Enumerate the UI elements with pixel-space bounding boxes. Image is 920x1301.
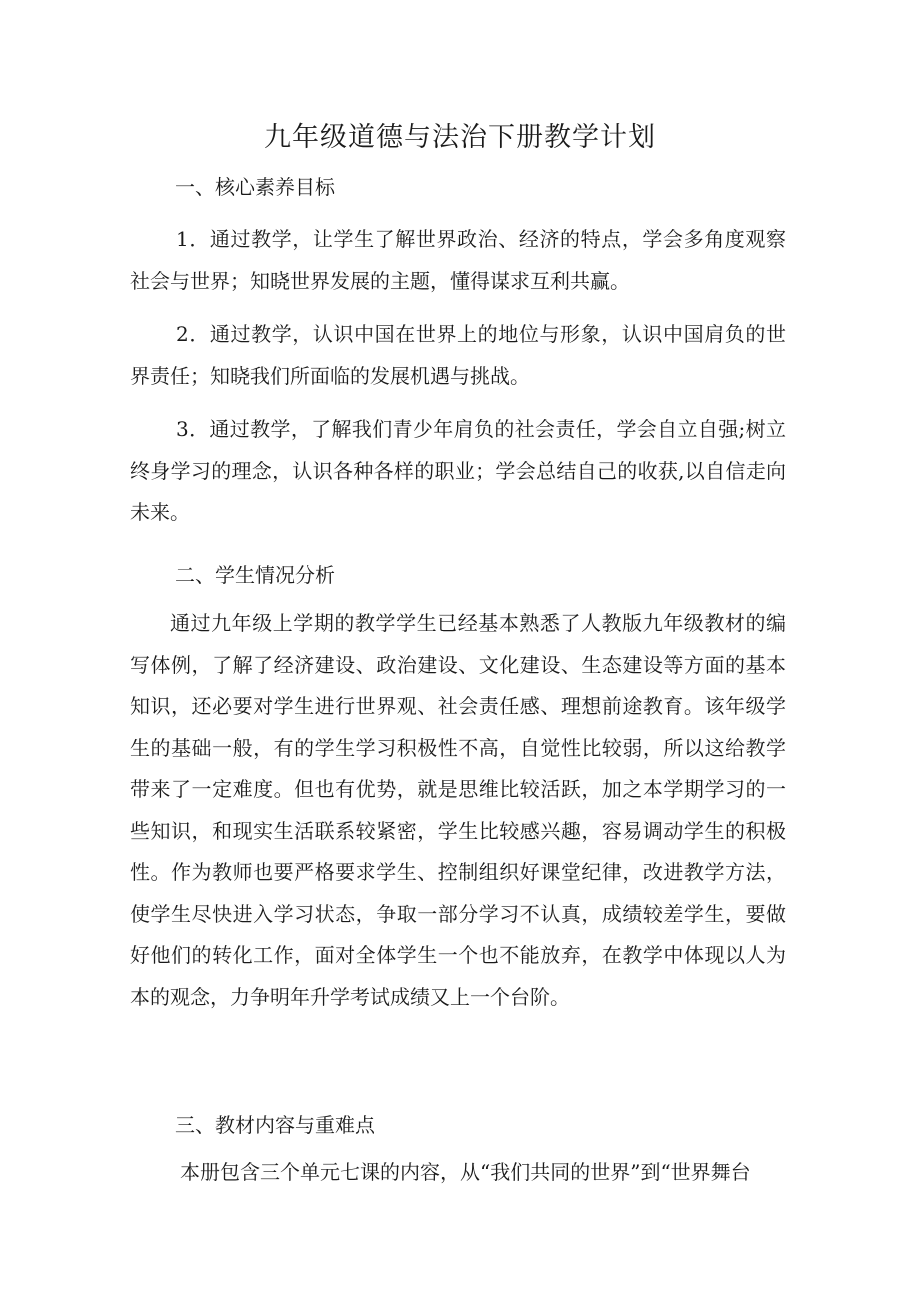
section-heading-student-analysis: 二、学生情况分析: [175, 563, 335, 587]
goal-item-2: 2．通过教学，认识中国在世界上的地位与形象，认识中国肩负的世界责任；知晓我们所面临的发展机遇与挑战。: [130, 322, 786, 388]
document-title: 九年级道德与法治下册教学计划: [264, 122, 656, 153]
section-heading-core-goals: 一、核心素养目标: [175, 175, 335, 199]
section-heading-textbook-content: 三、教材内容与重难点: [175, 1113, 375, 1137]
goal-item-3: 3．通过教学，了解我们青少年肩负的社会责任，学会自立自强;树立终身学习的理念，认识各种各样的职业；学会总结自己的收获,以自信走向未来。: [130, 417, 786, 524]
student-analysis-paragraph: 通过九年级上学期的教学学生已经基本熟悉了人教版九年级教材的编写体例，了解了经济建设、政治建设、文化建设、生态建设等方面的基本知识，还必要对学生进行世界观、社会责任感、理想前途教育。该年级学生的基础一般，有的学生学习积极性不高，自觉性比较弱，所以这给教学带来了一定难度。但也有优势，就是思维比较活跃，加之本学期学习的一些知识，和现实生活联系较紧密，学生比较感兴趣，容易调动学生的积极性。作为教师也要严格要求学生、控制组织好课堂纪律，改进教学方法，使学生尽快进入学习状态，争取一部分学习不认真，成绩较差学生，要做好他们的转化工作，面对全体学生一个也不能放弃，在教学中体现以人为本的观念，力争明年升学考试成绩又上一个台阶。: [130, 611, 786, 1009]
textbook-content-paragraph: 本册包含三个单元七课的内容，从“我们共同的世界”到“世界舞台: [180, 1160, 751, 1184]
goal-item-1: 1．通过教学，让学生了解世界政治、经济的特点，学会多角度观察社会与世界；知晓世界发展的主题，懂得谋求互利共赢。: [130, 227, 786, 293]
